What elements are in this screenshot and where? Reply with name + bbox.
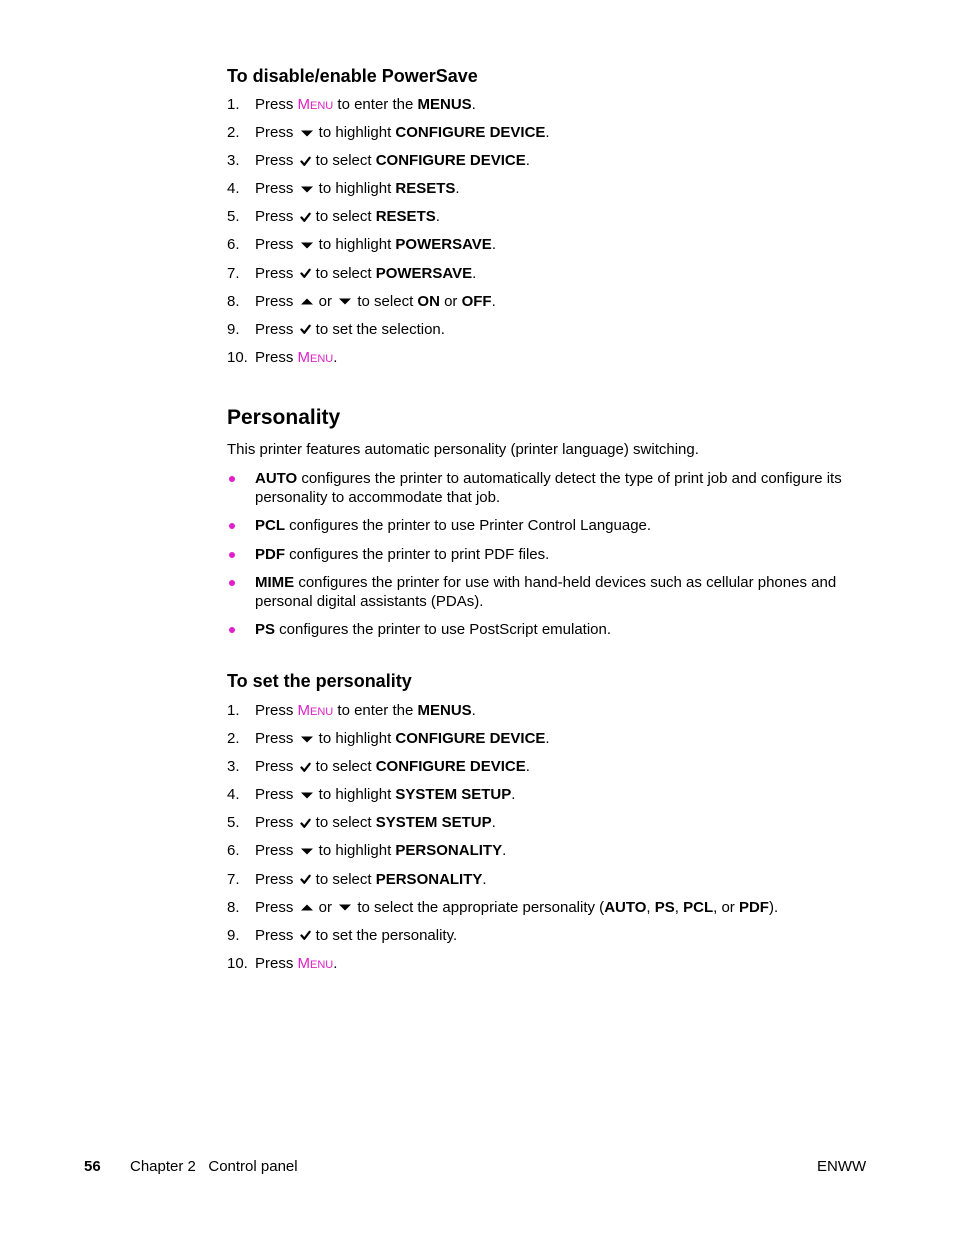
step-item bbox=[227, 702, 872, 730]
step-number: 2. bbox=[227, 124, 240, 142]
step-number: 6. bbox=[227, 842, 240, 860]
footer-enww: ENWW bbox=[817, 1158, 867, 1175]
step-text-segment: . bbox=[525, 758, 530, 776]
step-item bbox=[227, 208, 872, 236]
menu-item-name: OFF bbox=[461, 292, 492, 310]
step-text-segment: Press bbox=[255, 264, 298, 282]
step-text bbox=[255, 955, 337, 973]
checkmark-icon bbox=[300, 268, 311, 279]
personality-bullet bbox=[227, 546, 872, 565]
checkmark-icon bbox=[300, 324, 311, 335]
bullet-dot-icon bbox=[229, 627, 235, 633]
down-arrow-icon bbox=[338, 903, 352, 912]
step-text bbox=[255, 180, 460, 198]
step-text-segment: Press bbox=[255, 96, 298, 113]
step-text-segment: . bbox=[471, 702, 476, 719]
down-arrow-icon bbox=[300, 241, 314, 250]
step-text-segment: Press bbox=[255, 292, 298, 310]
step-number: 4. bbox=[227, 786, 240, 804]
menu-item-name: MENUS bbox=[417, 702, 472, 719]
step-text-segment: Press bbox=[255, 926, 298, 944]
menu-item-name: POWERSAVE bbox=[375, 264, 473, 282]
bullet-dot-icon bbox=[229, 476, 235, 482]
menu-key-label: Menu bbox=[297, 348, 334, 366]
menu-item-name: ON bbox=[417, 292, 440, 310]
step-text bbox=[255, 208, 440, 226]
step-text bbox=[255, 927, 457, 945]
step-text bbox=[255, 730, 550, 748]
personality-bullet bbox=[227, 517, 872, 536]
step-text bbox=[255, 349, 337, 367]
step-item bbox=[227, 927, 872, 955]
step-text-segment: to set the selection. bbox=[311, 320, 445, 338]
menu-item-name: PERSONALITY bbox=[375, 870, 483, 888]
step-number: 1. bbox=[227, 96, 240, 113]
bullet-dot-icon bbox=[229, 580, 235, 586]
step-text-segment: . bbox=[491, 292, 496, 310]
step-text-segment: . bbox=[455, 180, 460, 198]
menu-item-name: POWERSAVE bbox=[395, 236, 492, 254]
step-item bbox=[227, 152, 872, 180]
step-text-segment: to select bbox=[311, 152, 376, 170]
step-number: 3. bbox=[227, 758, 240, 776]
step-text bbox=[255, 265, 476, 283]
checkmark-icon bbox=[300, 212, 311, 223]
step-text-segment: to highlight bbox=[314, 236, 396, 254]
personality-bullets bbox=[227, 470, 872, 640]
step-item bbox=[227, 321, 872, 349]
step-text-segment: Press bbox=[255, 208, 298, 226]
menu-item-name: PCL bbox=[683, 898, 714, 916]
step-text-segment: , bbox=[646, 898, 655, 916]
footer-chapter bbox=[130, 1158, 298, 1176]
powersave-steps bbox=[227, 96, 872, 377]
step-text bbox=[255, 124, 550, 142]
checkmark-icon bbox=[300, 818, 311, 829]
menu-item-name: CONFIGURE DEVICE bbox=[375, 758, 526, 776]
step-text-segment: to highlight bbox=[314, 730, 396, 748]
step-item bbox=[227, 124, 872, 152]
step-text-segment: . bbox=[525, 152, 530, 170]
menu-item-name: PS bbox=[654, 898, 675, 916]
down-arrow-icon bbox=[300, 791, 314, 800]
step-text-segment: , bbox=[674, 898, 684, 916]
step-item bbox=[227, 758, 872, 786]
step-number: 9. bbox=[227, 926, 240, 944]
menu-item-name: AUTO bbox=[604, 898, 647, 916]
step-text-segment: ). bbox=[768, 898, 779, 916]
step-text-segment: Press bbox=[255, 124, 298, 142]
bullet-dot-icon bbox=[229, 523, 235, 529]
bullet-text: configures the printer to automatically detect the type of print job and configure its personality to accommodate that job. bbox=[255, 470, 842, 506]
step-text-segment: . bbox=[435, 208, 440, 226]
step-item bbox=[227, 899, 872, 927]
step-text-segment: to highlight bbox=[314, 124, 396, 142]
step-text-segment: Press bbox=[255, 786, 298, 804]
step-number: 8. bbox=[227, 292, 240, 310]
step-number: 6. bbox=[227, 236, 240, 254]
menu-key-label: Menu bbox=[297, 702, 334, 719]
step-number: 5. bbox=[227, 814, 240, 832]
personality-bullet bbox=[227, 574, 872, 611]
step-text bbox=[255, 236, 496, 254]
step-text-segment: to select bbox=[311, 264, 376, 282]
bullet-text: configures the printer to print PDF files. bbox=[285, 545, 550, 563]
step-item bbox=[227, 814, 872, 842]
down-arrow-icon bbox=[300, 735, 314, 744]
personality-bullet bbox=[227, 621, 872, 640]
down-arrow-icon bbox=[300, 185, 314, 194]
step-text-segment: to highlight bbox=[314, 842, 396, 860]
step-text-segment: . bbox=[472, 264, 477, 282]
step-text-segment: . bbox=[491, 814, 496, 832]
step-text-segment: . bbox=[502, 842, 507, 860]
step-text-segment: . bbox=[333, 348, 338, 366]
menu-item-name: PDF bbox=[738, 898, 769, 916]
menu-item-name: CONFIGURE DEVICE bbox=[395, 730, 546, 748]
powersave-heading: To disable/enable PowerSave bbox=[227, 66, 478, 86]
step-text-segment: Press bbox=[255, 348, 298, 366]
step-text-segment: Press bbox=[255, 954, 298, 972]
footer-chapter-text: Chapter 2 Control panel bbox=[130, 1158, 298, 1175]
page-number: 56 bbox=[84, 1158, 101, 1175]
step-text bbox=[255, 786, 515, 804]
step-text-segment: Press bbox=[255, 842, 298, 860]
step-text-segment: . bbox=[491, 236, 496, 254]
up-arrow-icon bbox=[300, 297, 314, 306]
step-text-segment: Press bbox=[255, 730, 298, 748]
menu-item-name: PERSONALITY bbox=[395, 842, 503, 860]
bullet-term: AUTO bbox=[255, 470, 298, 487]
step-text-segment: to enter the bbox=[333, 96, 418, 113]
bullet-term: PS bbox=[255, 621, 276, 638]
checkmark-icon bbox=[300, 874, 311, 885]
personality-title: Personality bbox=[227, 406, 341, 429]
menu-item-name: CONFIGURE DEVICE bbox=[395, 124, 546, 142]
step-text-segment: Press bbox=[255, 320, 298, 338]
step-number: 7. bbox=[227, 264, 240, 282]
step-text-segment: or bbox=[314, 898, 337, 916]
checkmark-icon bbox=[300, 930, 311, 941]
step-text-segment: or bbox=[314, 292, 337, 310]
step-text-segment: Press bbox=[255, 702, 298, 719]
bullet-dot-icon bbox=[229, 552, 235, 558]
step-number: 8. bbox=[227, 898, 240, 916]
bullet-term: MIME bbox=[255, 574, 295, 591]
step-text-segment: Press bbox=[255, 814, 298, 832]
step-item bbox=[227, 786, 872, 814]
step-text bbox=[255, 758, 530, 776]
step-text bbox=[255, 899, 778, 917]
step-item bbox=[227, 955, 872, 983]
step-number: 10. bbox=[227, 954, 248, 972]
set-personality-steps bbox=[227, 702, 872, 983]
menu-item-name: SYSTEM SETUP bbox=[375, 814, 492, 832]
personality-intro: This printer features automatic personality (printer language) switching. bbox=[227, 441, 699, 458]
step-text-segment: . bbox=[471, 96, 476, 113]
step-text bbox=[255, 293, 496, 311]
bullet-term: PCL bbox=[255, 517, 285, 534]
step-item bbox=[227, 349, 872, 377]
step-text-segment: . bbox=[511, 786, 516, 804]
step-number: 1. bbox=[227, 702, 240, 719]
menu-key-label: Menu bbox=[297, 954, 334, 972]
checkmark-icon bbox=[300, 762, 311, 773]
step-text-segment: Press bbox=[255, 870, 298, 888]
menu-item-name: MENUS bbox=[417, 96, 472, 113]
step-number: 9. bbox=[227, 320, 240, 338]
bullet-term: PDF bbox=[255, 545, 285, 563]
step-item bbox=[227, 842, 872, 870]
step-item bbox=[227, 265, 872, 293]
step-item bbox=[227, 871, 872, 899]
menu-item-name: RESETS bbox=[375, 208, 436, 226]
step-text-segment: to select bbox=[311, 758, 376, 776]
step-text-segment: Press bbox=[255, 180, 298, 198]
set-personality-heading: To set the personality bbox=[227, 671, 412, 691]
menu-item-name: CONFIGURE DEVICE bbox=[375, 152, 526, 170]
up-arrow-icon bbox=[300, 903, 314, 912]
step-text-segment: to highlight bbox=[314, 786, 396, 804]
step-text-segment: Press bbox=[255, 898, 298, 916]
step-text-segment: . bbox=[545, 730, 550, 748]
step-text-segment: Press bbox=[255, 152, 298, 170]
menu-item-name: SYSTEM SETUP bbox=[395, 786, 512, 804]
step-text-segment: , or bbox=[713, 898, 739, 916]
step-item bbox=[227, 180, 872, 208]
personality-bullet bbox=[227, 470, 872, 507]
step-text bbox=[255, 702, 476, 720]
step-text bbox=[255, 152, 530, 170]
step-text-segment: . bbox=[333, 954, 338, 972]
step-text-segment: to select the appropriate personality ( bbox=[353, 898, 605, 916]
step-number: 4. bbox=[227, 180, 240, 198]
bullet-text: configures the printer for use with hand-held devices such as cellular phones and personal digital assistants (PDAs). bbox=[255, 574, 837, 610]
step-text-segment: to select bbox=[311, 870, 376, 888]
step-text-segment: or bbox=[439, 292, 462, 310]
step-text-segment: to select bbox=[311, 814, 376, 832]
step-text-segment: to enter the bbox=[333, 702, 418, 719]
step-text-segment: Press bbox=[255, 236, 298, 254]
step-text-segment: . bbox=[482, 870, 487, 888]
step-item bbox=[227, 730, 872, 758]
step-text-segment: . bbox=[545, 124, 550, 142]
step-number: 3. bbox=[227, 152, 240, 170]
step-number: 2. bbox=[227, 730, 240, 748]
step-number: 7. bbox=[227, 870, 240, 888]
step-text bbox=[255, 842, 506, 860]
step-number: 5. bbox=[227, 208, 240, 226]
down-arrow-icon bbox=[300, 847, 314, 856]
menu-key-label: Menu bbox=[297, 96, 334, 113]
step-item bbox=[227, 236, 872, 264]
step-text bbox=[255, 96, 476, 114]
step-text-segment: to select bbox=[353, 292, 418, 310]
step-text bbox=[255, 321, 445, 339]
down-arrow-icon bbox=[300, 129, 314, 138]
checkmark-icon bbox=[300, 156, 311, 167]
step-item bbox=[227, 293, 872, 321]
step-text bbox=[255, 814, 496, 832]
step-text-segment: Press bbox=[255, 758, 298, 776]
menu-item-name: RESETS bbox=[395, 180, 456, 198]
step-number: 10. bbox=[227, 348, 248, 366]
down-arrow-icon bbox=[338, 297, 352, 306]
step-text-segment: to set the personality. bbox=[311, 926, 458, 944]
step-item bbox=[227, 96, 872, 124]
step-text-segment: to select bbox=[311, 208, 376, 226]
step-text-segment: to highlight bbox=[314, 180, 396, 198]
bullet-text: configures the printer to use PostScript emulation. bbox=[275, 621, 612, 638]
bullet-text: configures the printer to use Printer Control Language. bbox=[285, 517, 652, 534]
step-text bbox=[255, 871, 487, 889]
